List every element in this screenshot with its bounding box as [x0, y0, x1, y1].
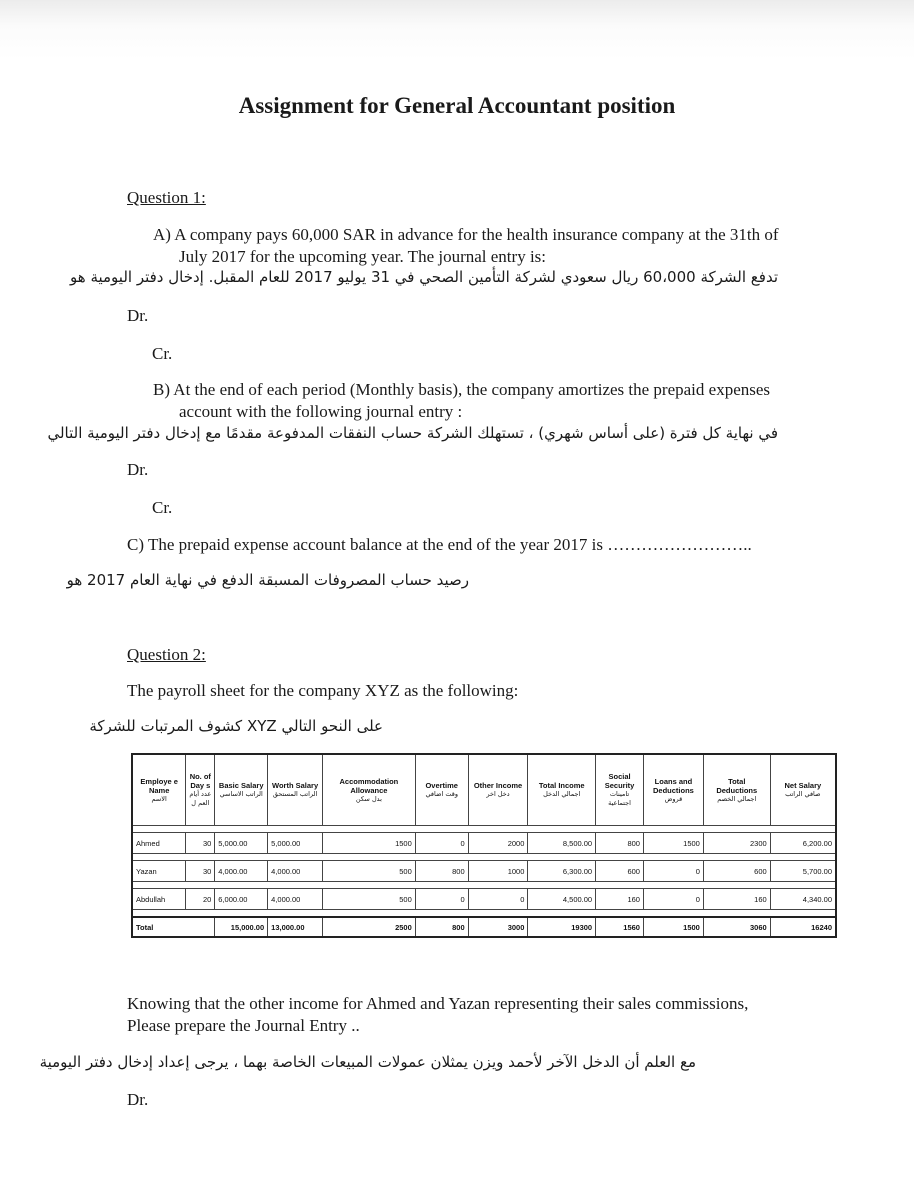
header-accommodation: Accommodation Allowance بدل سكن [323, 754, 416, 826]
cell-total-deductions: 2300 [703, 833, 770, 854]
payroll-table-wrapper [131, 753, 837, 938]
cell-social: 160 [596, 889, 644, 910]
cell-worth: 4,000.00 [268, 861, 323, 882]
page-title: Assignment for General Accountant position [238, 93, 676, 118]
question-1c-arabic: رصيد حساب المصروفات المسبقة الدفع في نهاية العام 2017 هو [66, 571, 469, 589]
header-basic-salary: Basic Salary الراتب الاساسي [215, 754, 268, 826]
cell-days: 30 [186, 833, 215, 854]
question-2-knowing-line-2: Please prepare the Journal Entry .. [127, 1016, 360, 1035]
spacer-row [132, 910, 836, 918]
cell-basic: 4,000.00 [215, 861, 268, 882]
cell-total-deductions: 160 [703, 889, 770, 910]
table-row [132, 833, 836, 854]
cell-total-net: 16240 [770, 917, 836, 937]
cell-basic: 5,000.00 [215, 833, 268, 854]
cell-accommodation: 500 [323, 889, 416, 910]
payroll-table [131, 753, 837, 938]
question-1a-line-1: A) A company pays 60,000 SAR in advance for the health insurance company at the 31th of [153, 225, 779, 244]
question-1b-arabic: في نهاية كل فترة (على أساس شهري) ، تستهلك الشركة حساب النفقات المدفوعة مقدمًا مع إدخال دفتر اليومية التالي [47, 424, 778, 442]
cell-days: 20 [186, 889, 215, 910]
cell-total-social: 1560 [596, 917, 644, 937]
question-2-debit-label: Dr. [127, 1090, 149, 1109]
cell-total-basic: 15,000.00 [215, 917, 268, 937]
header-loans: Loans and Deductions قروض [643, 754, 703, 826]
cell-basic: 6,000.00 [215, 889, 268, 910]
header-net-salary: Net Salary صافي الراتب [770, 754, 836, 826]
header-overtime: Overtime وقت اضافي [415, 754, 468, 826]
question-2-heading: Question 2: [127, 645, 206, 664]
cell-social: 600 [596, 861, 644, 882]
cell-total-overtime: 800 [415, 917, 468, 937]
cell-other: 1000 [468, 861, 528, 882]
cell-total-label: Total [132, 917, 215, 937]
cell-other: 0 [468, 889, 528, 910]
cell-name: Abdullah [132, 889, 186, 910]
cell-loans: 0 [643, 889, 703, 910]
question-1-heading: Question 1: [127, 188, 206, 207]
table-row [132, 861, 836, 882]
cell-total-income-sum: 19300 [528, 917, 596, 937]
cell-total-deductions: 600 [703, 861, 770, 882]
cell-total-other: 3000 [468, 917, 528, 937]
cell-days: 30 [186, 861, 215, 882]
cell-loans: 0 [643, 861, 703, 882]
question-1a-arabic: تدفع الشركة 60،000 ريال سعودي لشركة التأمين الصحي في 31 يوليو 2017 للعام المقبل. إدخال دفتر اليومية هو [70, 268, 778, 286]
cell-name: Yazan [132, 861, 186, 882]
cell-total-loans: 1500 [643, 917, 703, 937]
header-total-income: Total Income اجمالي الدخل [528, 754, 596, 826]
cell-total-worth: 13,000.00 [268, 917, 323, 937]
cell-net: 4,340.00 [770, 889, 836, 910]
header-other-income: Other Income دخل اخر [468, 754, 528, 826]
question-1b-credit-label: Cr. [152, 498, 173, 517]
header-total-deductions: Total Deductions اجمالي الخصم [703, 754, 770, 826]
cell-loans: 1500 [643, 833, 703, 854]
cell-total-income: 4,500.00 [528, 889, 596, 910]
question-1a-line-2: July 2017 for the upcoming year. The journal entry is: [179, 247, 547, 266]
header-worth-salary: Worth Salary الراتب المستحق [268, 754, 323, 826]
cell-net: 6,200.00 [770, 833, 836, 854]
spacer-row [132, 854, 836, 861]
cell-accommodation: 500 [323, 861, 416, 882]
question-2-intro: The payroll sheet for the company XYZ as the following: [127, 681, 519, 700]
table-row [132, 889, 836, 910]
question-2-knowing-line-1: Knowing that the other income for Ahmed and Yazan representing their sales commissions, [127, 994, 749, 1013]
cell-total-accommodation: 2500 [323, 917, 416, 937]
cell-net: 5,700.00 [770, 861, 836, 882]
spacer-row [132, 882, 836, 889]
cell-overtime: 0 [415, 889, 468, 910]
cell-other: 2000 [468, 833, 528, 854]
question-1b-line-1: B) At the end of each period (Monthly basis), the company amortizes the prepaid expenses [153, 380, 771, 399]
question-1a-credit-label: Cr. [152, 344, 173, 363]
cell-total-income: 6,300.00 [528, 861, 596, 882]
cell-social: 800 [596, 833, 644, 854]
question-1a-debit-label: Dr. [127, 306, 149, 325]
question-2-knowing-arabic: مع العلم أن الدخل الآخر لأحمد ويزن يمثلان عمولات المبيعات الخاصة بهما ، يرجى إعداد إدخال دفتر اليومية [39, 1053, 696, 1071]
question-1b-debit-label: Dr. [127, 460, 149, 479]
header-employee-name: Employe e Name الاسم [132, 754, 186, 826]
question-2-intro-arabic: على النحو التالي XYZ كشوف المرتبات للشركة [89, 717, 383, 735]
cell-accommodation: 1500 [323, 833, 416, 854]
cell-worth: 5,000.00 [268, 833, 323, 854]
header-days: No. of Day s عدد أيام العم ل [186, 754, 215, 826]
question-1b-line-2: account with the following journal entry : [179, 402, 463, 421]
spacer-row [132, 826, 836, 833]
cell-overtime: 0 [415, 833, 468, 854]
cell-total-deductions-sum: 3060 [703, 917, 770, 937]
cell-worth: 4,000.00 [268, 889, 323, 910]
header-social-security: Social Security تامينات اجتماعية [596, 754, 644, 826]
cell-total-income: 8,500.00 [528, 833, 596, 854]
cell-overtime: 800 [415, 861, 468, 882]
total-row [132, 917, 836, 937]
question-1c-line: C) The prepaid expense account balance at the end of the year 2017 is …………………….. [127, 535, 752, 554]
cell-name: Ahmed [132, 833, 186, 854]
payroll-header-row [132, 754, 836, 826]
